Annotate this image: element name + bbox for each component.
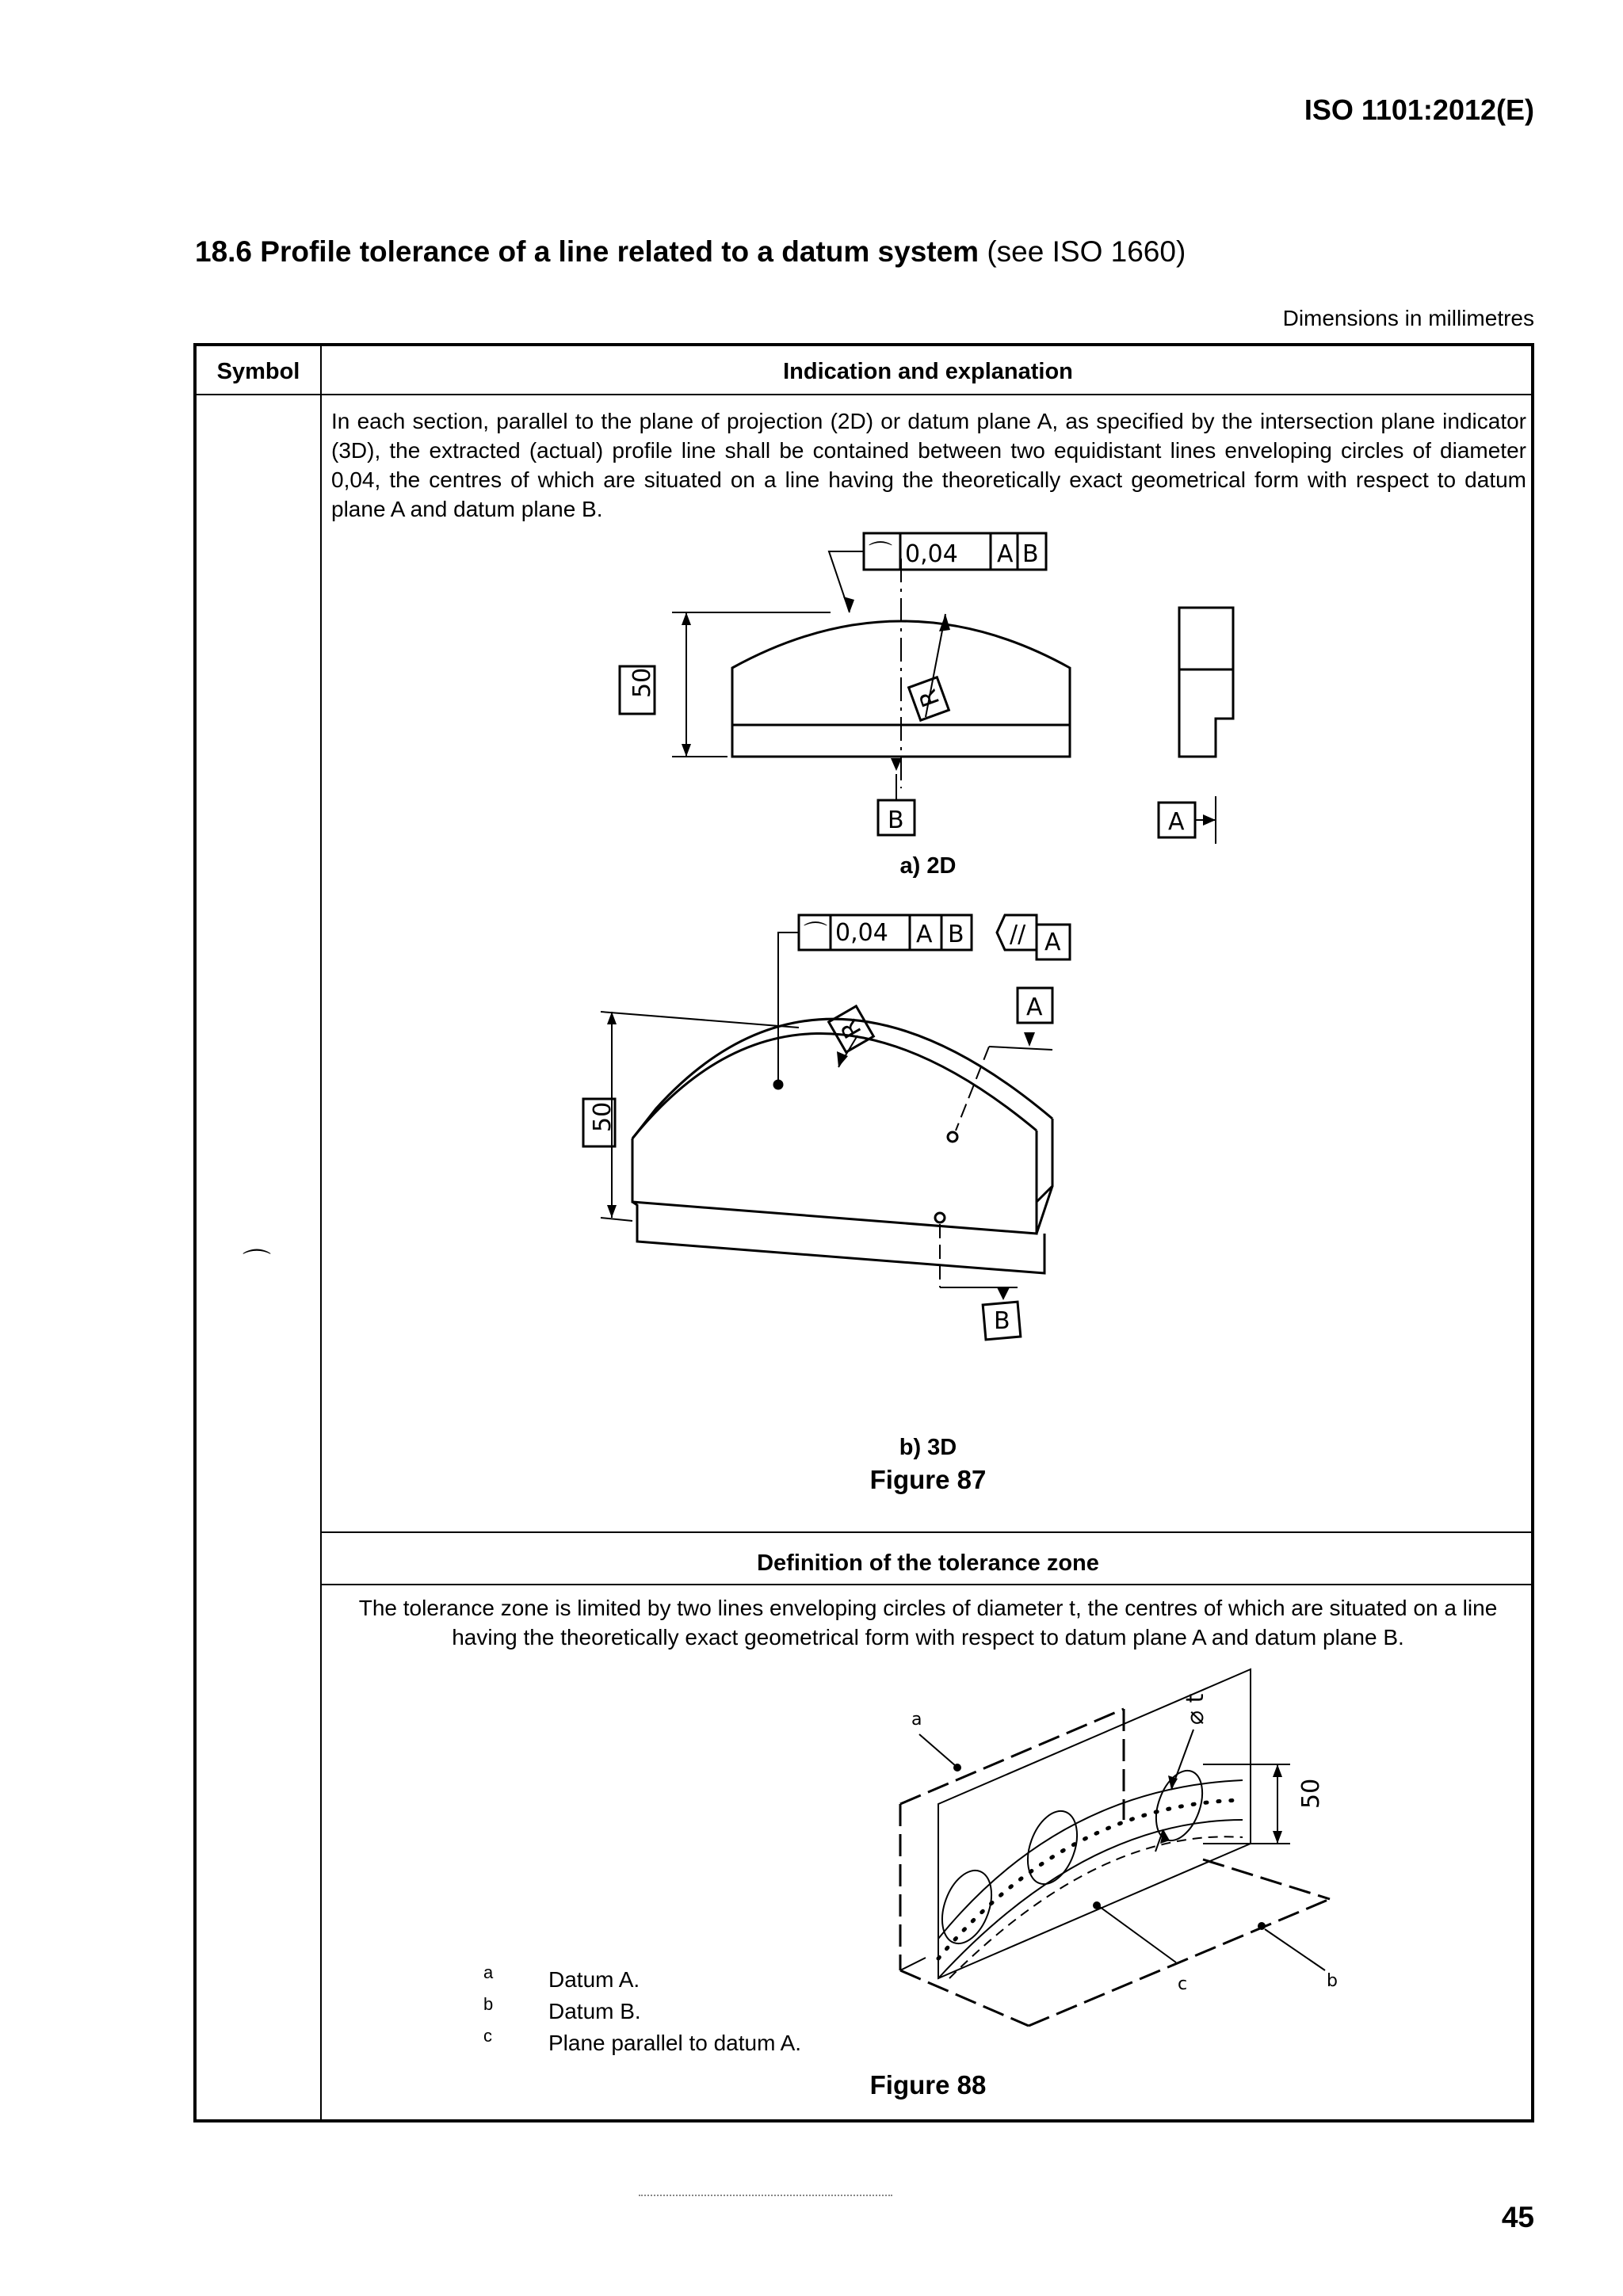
svg-text:A: A [916, 921, 933, 948]
page-number: 45 [1501, 2201, 1534, 2233]
explanation-text: In each section, parallel to the plane of projection (2D) or datum plane A, as specified by the intersection plane indicator (3D), the extracted (actual) profile line shall be contained between two equidistant lines enveloping circles of diameter 0,04, the centres of which are situated on a line having the theoretically exact geometrical form with respect to datum plane A and datum plane B. [331, 409, 1526, 521]
figure-88 [862, 1646, 1433, 2018]
key-text: Datum B. [548, 1999, 641, 2023]
svg-text:⌀ t: ⌀ t [1182, 1693, 1209, 1725]
svg-text:A: A [1044, 929, 1061, 956]
svg-text:0,04: 0,04 [905, 540, 958, 568]
svg-text:50: 50 [628, 667, 656, 698]
figure-87-caption-b: b) 3D [899, 1435, 957, 1460]
zone-heading: Definition of the tolerance zone [757, 1550, 1099, 1576]
key-text: Plane parallel to datum A. [548, 2031, 802, 2055]
key-letter: b [483, 1994, 494, 2014]
svg-text:B: B [888, 807, 904, 834]
figure-87-3d [561, 901, 1258, 1335]
svg-text:B: B [1022, 540, 1039, 568]
column-divider [320, 346, 322, 2119]
key-text: Datum A. [548, 1967, 640, 1992]
svg-text:B: B [994, 1307, 1010, 1335]
svg-text:⌒: ⌒ [869, 540, 892, 568]
section-title [195, 235, 1186, 269]
svg-text://: // [1010, 921, 1026, 948]
units-note: Dimensions in millimetres [1282, 306, 1534, 330]
svg-text:50: 50 [1297, 1778, 1325, 1809]
standard-header: ISO 1101:2012(E) [1304, 93, 1534, 126]
tolerance-table [193, 343, 1534, 2122]
svg-text:A: A [997, 540, 1014, 568]
figure-88-title: Figure 88 [869, 2070, 987, 2100]
col-symbol-header: Symbol [216, 359, 300, 384]
header-divider [197, 394, 1531, 395]
key-letter: a [483, 1962, 494, 1982]
svg-text:⌒: ⌒ [804, 921, 827, 948]
svg-text:c: c [1178, 1974, 1188, 1994]
svg-text:b: b [1327, 1971, 1338, 1991]
zone-divider-bottom [322, 1584, 1534, 1585]
figure-87-2d [593, 527, 1227, 868]
svg-text:A: A [1168, 808, 1185, 836]
section-heading: 18.6 Profile tolerance of a line related to a datum system [195, 235, 980, 268]
section-reference: (see ISO 1660) [987, 235, 1186, 268]
svg-text:50: 50 [589, 1101, 617, 1132]
svg-text:0,04: 0,04 [835, 919, 888, 947]
figure-87-title: Figure 87 [869, 1465, 987, 1494]
figure-87-caption-a: a) 2D [899, 853, 957, 879]
svg-text:a: a [911, 1710, 922, 1730]
footer-rule [639, 2195, 892, 2201]
key-letter: c [483, 2026, 492, 2046]
svg-text:R: R [834, 1014, 868, 1043]
profile-line-symbol: ⌒ [242, 1247, 272, 1280]
svg-text:R: R [914, 685, 946, 711]
svg-text:B: B [948, 921, 964, 948]
zone-text: The tolerance zone is limited by two lines enveloping circles of diameter t, the centres of which are situated on a line having the theoretically exact geometrical form with respect to datum plane A and datum plane B. [358, 1596, 1498, 1650]
svg-text:A: A [1026, 994, 1043, 1021]
zone-divider-top [322, 1531, 1534, 1533]
col-indication-header: Indication and explanation [783, 359, 1073, 384]
